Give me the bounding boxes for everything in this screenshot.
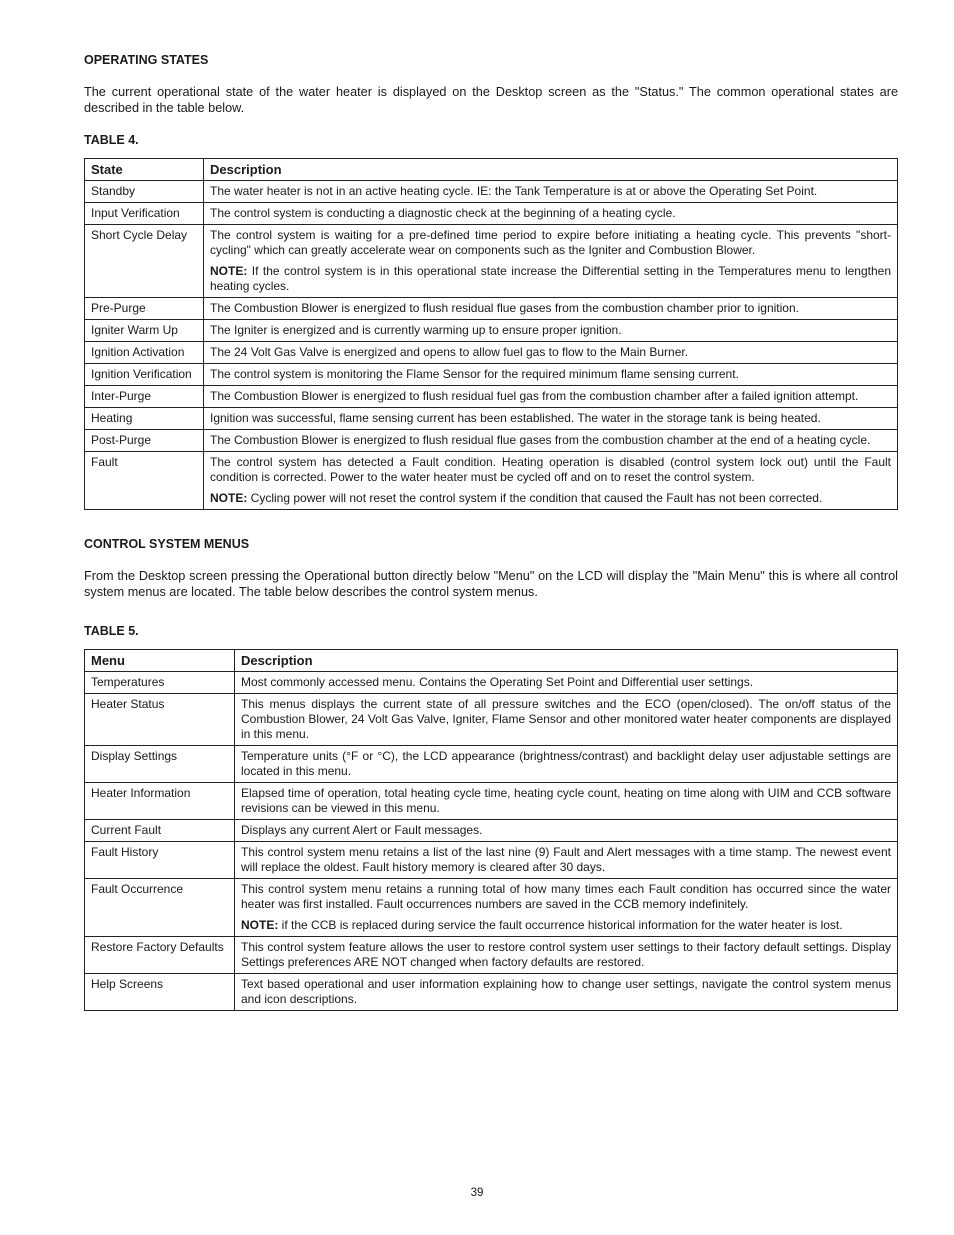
column-header-state: State [85, 159, 204, 181]
row-label-cell: Display Settings [85, 746, 235, 783]
row-label-cell: Fault History [85, 842, 235, 879]
row-label-cell: Inter-Purge [85, 386, 204, 408]
table-row [85, 225, 898, 298]
row-description-cell [235, 746, 898, 783]
row-description-cell [204, 225, 898, 298]
table-4 [84, 158, 898, 510]
description-text: Elapsed time of operation, total heating cycle time, heating cycle count, heating on time along with UIM and CCB software revisions can be viewed in this menu. [241, 786, 891, 815]
table-row [85, 879, 898, 937]
table-4-body [85, 181, 898, 510]
note-body: If the control system is in this operational state increase the Differential setting in the Temperatures menu to lengthen heating cycles. [210, 264, 891, 293]
row-description-cell [235, 974, 898, 1011]
table-row [85, 386, 898, 408]
table-row [85, 203, 898, 225]
description-text: The Combustion Blower is energized to flush residual fuel gas from the combustion chamber after a failed ignition attempt. [210, 389, 859, 403]
description-text: Text based operational and user information explaining how to change user settings, navigate the control system menus and icon descriptions. [241, 977, 891, 1006]
note-label: NOTE: [210, 491, 248, 505]
row-description-cell [235, 783, 898, 820]
row-description-cell [235, 879, 898, 937]
row-label-cell: Heater Information [85, 783, 235, 820]
description-text: The Combustion Blower is energized to flush residual flue gases from the combustion chamber prior to ignition. [210, 301, 799, 315]
row-label-cell: Current Fault [85, 820, 235, 842]
note-label: NOTE: [210, 264, 248, 278]
row-label-cell: Ignition Verification [85, 364, 204, 386]
table-row [85, 820, 898, 842]
page-number: 39 [470, 1187, 484, 1199]
section-heading-operating-states: OPERATING STATES [84, 53, 209, 67]
control-menus-intro: From the Desktop screen pressing the Operational button directly below "Menu" on the LCD will display the "Main Menu" this is where all control system menus are located. The table below describes the control system menus. [84, 569, 898, 599]
description-text: The Combustion Blower is energized to flush residual flue gases from the combustion chamber at the end of a heating cycle. [210, 433, 871, 447]
description-text: The water heater is not in an active heating cycle. IE: the Tank Temperature is at or above the Operating Set Point. [210, 184, 818, 198]
table-row [85, 783, 898, 820]
row-label-cell: Restore Factory Defaults [85, 937, 235, 974]
column-header-description: Description [235, 650, 898, 672]
description-text: The control system is conducting a diagnostic check at the beginning of a heating cycle. [210, 206, 676, 220]
description-text: Ignition was successful, flame sensing current has been established. The water in the storage tank is being heated. [210, 411, 821, 425]
description-text: This menus displays the current state of all pressure switches and the ECO (open/closed). The on/off status of the Combustion Blower, 24 Volt Gas Valve, Igniter, Flame Sensor and other monitored water heater components are displayed in this menu. [241, 697, 891, 741]
row-description-cell [204, 298, 898, 320]
row-label-cell: Fault [85, 452, 204, 510]
document-page [84, 52, 898, 1011]
note-body: Cycling power will not reset the control system if the condition that caused the Fault has not been corrected. [247, 491, 823, 505]
table-row [85, 452, 898, 510]
row-label-cell: Igniter Warm Up [85, 320, 204, 342]
table-row [85, 746, 898, 783]
operating-states-intro: The current operational state of the water heater is displayed on the Desktop screen as the "Status." The common operational states are described in the table below. [84, 85, 898, 115]
row-label-cell: Ignition Activation [85, 342, 204, 364]
table5-label: TABLE 5. [84, 624, 139, 638]
row-description-cell [204, 320, 898, 342]
table-row [85, 974, 898, 1011]
row-description-cell [204, 386, 898, 408]
description-text: This control system menu retains a running total of how many times each Fault condition has occurred since the water heater was first installed. Fault occurrences numbers are saved in the CCB memory indefinitely. [241, 882, 891, 911]
row-label-cell: Heater Status [85, 694, 235, 746]
row-description-cell [204, 430, 898, 452]
row-description-cell [204, 342, 898, 364]
row-description-cell [204, 203, 898, 225]
row-label-cell: Short Cycle Delay [85, 225, 204, 298]
table-row [85, 181, 898, 203]
table-row [85, 342, 898, 364]
description-text: The control system is monitoring the Flame Sensor for the required minimum flame sensing current. [210, 367, 739, 381]
description-text: Temperature units (°F or °C), the LCD appearance (brightness/contrast) and backlight delay user adjustable settings are located in this menu. [241, 749, 891, 778]
row-description-cell [235, 820, 898, 842]
table-row [85, 694, 898, 746]
description-text: The Igniter is energized and is currently warming up to ensure proper ignition. [210, 323, 622, 337]
note-text [241, 918, 891, 933]
note-label: NOTE: [241, 918, 279, 932]
description-text: This control system feature allows the user to restore control system user settings to their factory default settings. Display Settings preferences ARE NOT changed when factory defaults are restored. [241, 940, 891, 969]
note-text [210, 264, 891, 294]
note-body: if the CCB is replaced during service the fault occurrence historical information for the water heater is lost. [278, 918, 843, 932]
table-5-body [85, 672, 898, 1011]
table-row [85, 937, 898, 974]
table-header-row [85, 159, 898, 181]
description-text: Most commonly accessed menu. Contains the Operating Set Point and Differential user settings. [241, 675, 754, 689]
note-text [210, 491, 891, 506]
row-description-cell [235, 937, 898, 974]
row-description-cell [204, 408, 898, 430]
table-row [85, 298, 898, 320]
table-header-row [85, 650, 898, 672]
table-row [85, 430, 898, 452]
row-label-cell: Post-Purge [85, 430, 204, 452]
row-label-cell: Heating [85, 408, 204, 430]
table-row [85, 408, 898, 430]
table-row [85, 672, 898, 694]
table-row [85, 320, 898, 342]
description-text: The control system has detected a Fault condition. Heating operation is disabled (control system lock out) until the Fault condition is corrected. Power to the water heater must be cycled off and on to reset the control system. [210, 455, 891, 484]
table-5 [84, 649, 898, 1011]
row-description-cell [235, 672, 898, 694]
section-heading-control-system-menus: CONTROL SYSTEM MENUS [84, 537, 250, 551]
row-label-cell: Pre-Purge [85, 298, 204, 320]
row-label-cell: Help Screens [85, 974, 235, 1011]
table-row [85, 364, 898, 386]
description-text: This control system menu retains a list of the last nine (9) Fault and Alert messages with a time stamp. The newest event will replace the oldest. Fault history memory is cleared after 30 days. [241, 845, 891, 874]
row-description-cell [204, 452, 898, 510]
table-row [85, 842, 898, 879]
column-header-menu: Menu [85, 650, 235, 672]
row-label-cell: Fault Occurrence [85, 879, 235, 937]
description-text: The control system is waiting for a pre-defined time period to expire before initiating a heating cycle. This prevents "short-cycling" which can greatly accelerate wear on components such as the Igniter and Combustion Blower. [210, 228, 891, 257]
row-description-cell [235, 694, 898, 746]
column-header-description: Description [204, 159, 898, 181]
row-description-cell [204, 364, 898, 386]
table4-label: TABLE 4. [84, 133, 139, 147]
description-text: Displays any current Alert or Fault messages. [241, 823, 483, 837]
row-label-cell: Temperatures [85, 672, 235, 694]
row-description-cell [235, 842, 898, 879]
row-description-cell [204, 181, 898, 203]
row-label-cell: Standby [85, 181, 204, 203]
description-text: The 24 Volt Gas Valve is energized and opens to allow fuel gas to flow to the Main Burner. [210, 345, 689, 359]
row-label-cell: Input Verification [85, 203, 204, 225]
